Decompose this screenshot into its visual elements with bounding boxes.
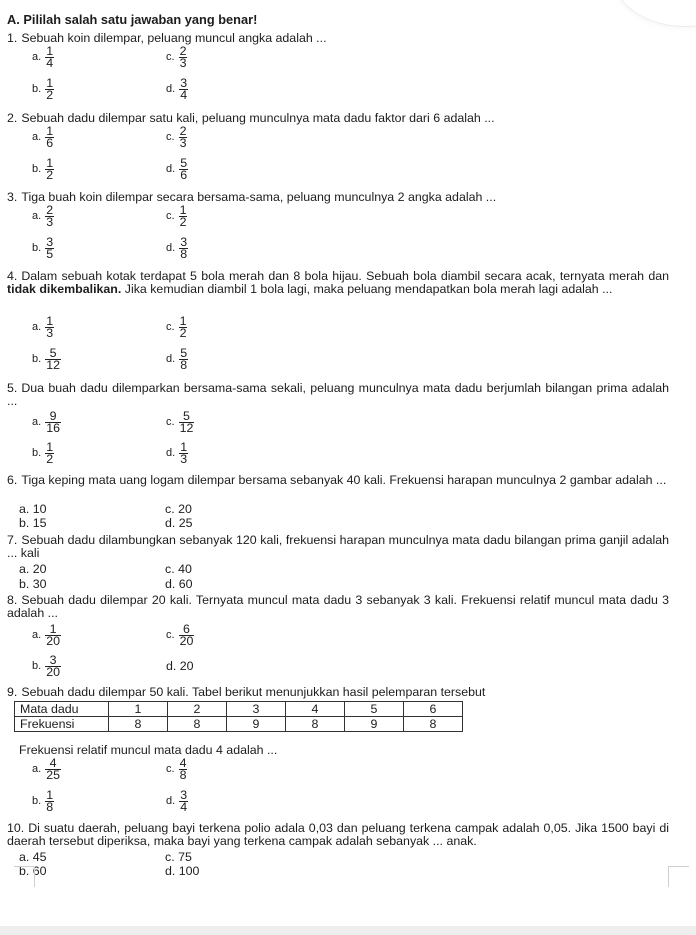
table-cell: 3 (227, 702, 286, 717)
option-6c[interactable]: c. 20 (165, 502, 192, 516)
option-3b[interactable]: b. $\frac{3}{5}$ (32, 235, 54, 261)
table-row (15, 702, 463, 717)
option-6a[interactable]: a. 10 (19, 502, 47, 516)
option-5a[interactable]: a. $\frac{9}{16}$ (32, 409, 60, 435)
question-3: 3. Tiga buah koin dilempar secara bersama-sama, peluang munculnya 2 angka adalah ... (7, 190, 497, 204)
option-2c[interactable]: c. $\frac{2}{3}$ (166, 124, 187, 150)
footer-band (0, 926, 696, 935)
option-8c[interactable]: c. $\frac{6}{20}$ (166, 622, 194, 648)
option-3a[interactable]: a. $\frac{2}{3}$ (32, 203, 54, 229)
option-9d[interactable]: d. $\frac{3}{4}$ (166, 788, 188, 814)
option-10b[interactable]: b. 60 (19, 864, 47, 878)
option-4a[interactable]: a. $\frac{1}{3}$ (32, 314, 54, 340)
question-8: 8. Sebuah dadu dilempar 20 kali. Ternyata muncul mata dadu 3 sebanyak 3 kali. Frekuensi relatif muncul mata dadu 3 adalah ... (7, 593, 669, 620)
option-9b[interactable]: b. $\frac{1}{8}$ (32, 788, 54, 814)
option-7b[interactable]: b. 30 (19, 577, 47, 591)
table-cell: 4 (286, 702, 345, 717)
table-cell: 9 (345, 717, 404, 732)
crop-mark-left (14, 866, 35, 887)
option-6b[interactable]: b. 15 (19, 516, 47, 530)
option-1a[interactable]: a. $\frac{1}{4}$ (32, 44, 54, 70)
option-7d[interactable]: d. 60 (165, 577, 193, 591)
option-8b[interactable]: b. $\frac{3}{20}$ (32, 653, 60, 679)
table-cell: 2 (168, 702, 227, 717)
question-6: 6. Tiga keping mata uang logam dilempar bersama sebanyak 40 kali. Frekuensi harapan munculnya 2 gambar adalah ... (7, 473, 667, 487)
question-7: 7. Sebuah dadu dilambungkan sebanyak 120 kali, frekuensi harapan munculnya mata dadu bilangan prima ganjil adalah ... kali (7, 533, 669, 560)
table-cell: 5 (345, 702, 404, 717)
option-3c[interactable]: c. $\frac{1}{2}$ (166, 203, 187, 229)
option-4b[interactable]: b. $\frac{5}{12}$ (32, 346, 60, 372)
table-header-cell: Frekuensi (15, 717, 109, 732)
option-8d[interactable]: d. 20 (166, 659, 194, 673)
table-cell: 8 (168, 717, 227, 732)
question-5: 5. Dua buah dadu dilemparkan bersama-sama sekali, peluang munculnya mata dadu berjumlah bilangan prima adalah ... (7, 381, 669, 408)
option-4d[interactable]: d. $\frac{5}{8}$ (166, 346, 188, 372)
option-2b[interactable]: b. $\frac{1}{2}$ (32, 156, 54, 182)
table-row (15, 717, 463, 732)
table-header-cell: Mata dadu (15, 702, 109, 717)
option-9c[interactable]: c. $\frac{4}{8}$ (166, 756, 187, 782)
question-2: 2. Sebuah dadu dilempar satu kali, peluang munculnya mata dadu faktor dari 6 adalah ... (7, 111, 495, 125)
option-3d[interactable]: d. $\frac{3}{8}$ (166, 235, 188, 261)
frequency-table (14, 701, 463, 732)
corner-decoration (614, 0, 696, 27)
option-5d[interactable]: d. $\frac{1}{3}$ (166, 440, 188, 466)
table-cell: 6 (404, 702, 463, 717)
option-4c[interactable]: c. $\frac{1}{2}$ (166, 314, 187, 340)
option-10c[interactable]: c. 75 (165, 850, 192, 864)
option-1c[interactable]: c. $\frac{2}{3}$ (166, 44, 187, 70)
option-1d[interactable]: d. $\frac{3}{4}$ (166, 76, 188, 102)
option-2a[interactable]: a. $\frac{1}{6}$ (32, 124, 54, 150)
option-9a[interactable]: a. $\frac{4}{25}$ (32, 756, 60, 782)
table-cell: 8 (286, 717, 345, 732)
crop-mark-right (668, 866, 689, 887)
option-8a[interactable]: a. $\frac{1}{20}$ (32, 622, 60, 648)
option-6d[interactable]: d. 25 (165, 516, 193, 530)
table-cell: 8 (109, 717, 168, 732)
option-1b[interactable]: b. $\frac{1}{2}$ (32, 76, 54, 102)
question-4: 4. Dalam sebuah kotak terdapat 5 bola merah dan 8 bola hijau. Sebuah bola diambil secara acak, ternyata merah dan tidak dikembalikan. Jika kemudian diambil 1 bola lagi, maka peluang mendapatkan bola merah lagi adalah ... (7, 269, 669, 296)
option-5c[interactable]: c. $\frac{5}{12}$ (166, 409, 194, 435)
question-9-prompt: Frekuensi relatif muncul mata dadu 4 adalah ... (19, 743, 278, 757)
option-5b[interactable]: b. $\frac{1}{2}$ (32, 440, 54, 466)
option-10d[interactable]: d. 100 (165, 864, 200, 878)
section-heading: A. Pililah salah satu jawaban yang benar! (7, 12, 258, 27)
option-7c[interactable]: c. 40 (165, 562, 192, 576)
option-2d[interactable]: d. $\frac{5}{6}$ (166, 156, 188, 182)
question-10: 10. Di suatu daerah, peluang bayi terkena polio adala 0,03 dan peluang terkena campak adalah 0,05. Jika 1500 bayi di daerah tersebut diperiksa, maka bayi yang terkena campak adalah sebanyak ... anak. (7, 821, 669, 848)
table-cell: 8 (404, 717, 463, 732)
option-10a[interactable]: a. 45 (19, 850, 47, 864)
question-9: 9. Sebuah dadu dilempar 50 kali. Tabel berikut menunjukkan hasil pelemparan tersebut (7, 685, 486, 699)
table-cell: 9 (227, 717, 286, 732)
option-7a[interactable]: a. 20 (19, 562, 47, 576)
table-cell: 1 (109, 702, 168, 717)
question-1: 1. Sebuah koin dilempar, peluang muncul angka adalah ... (7, 31, 327, 45)
